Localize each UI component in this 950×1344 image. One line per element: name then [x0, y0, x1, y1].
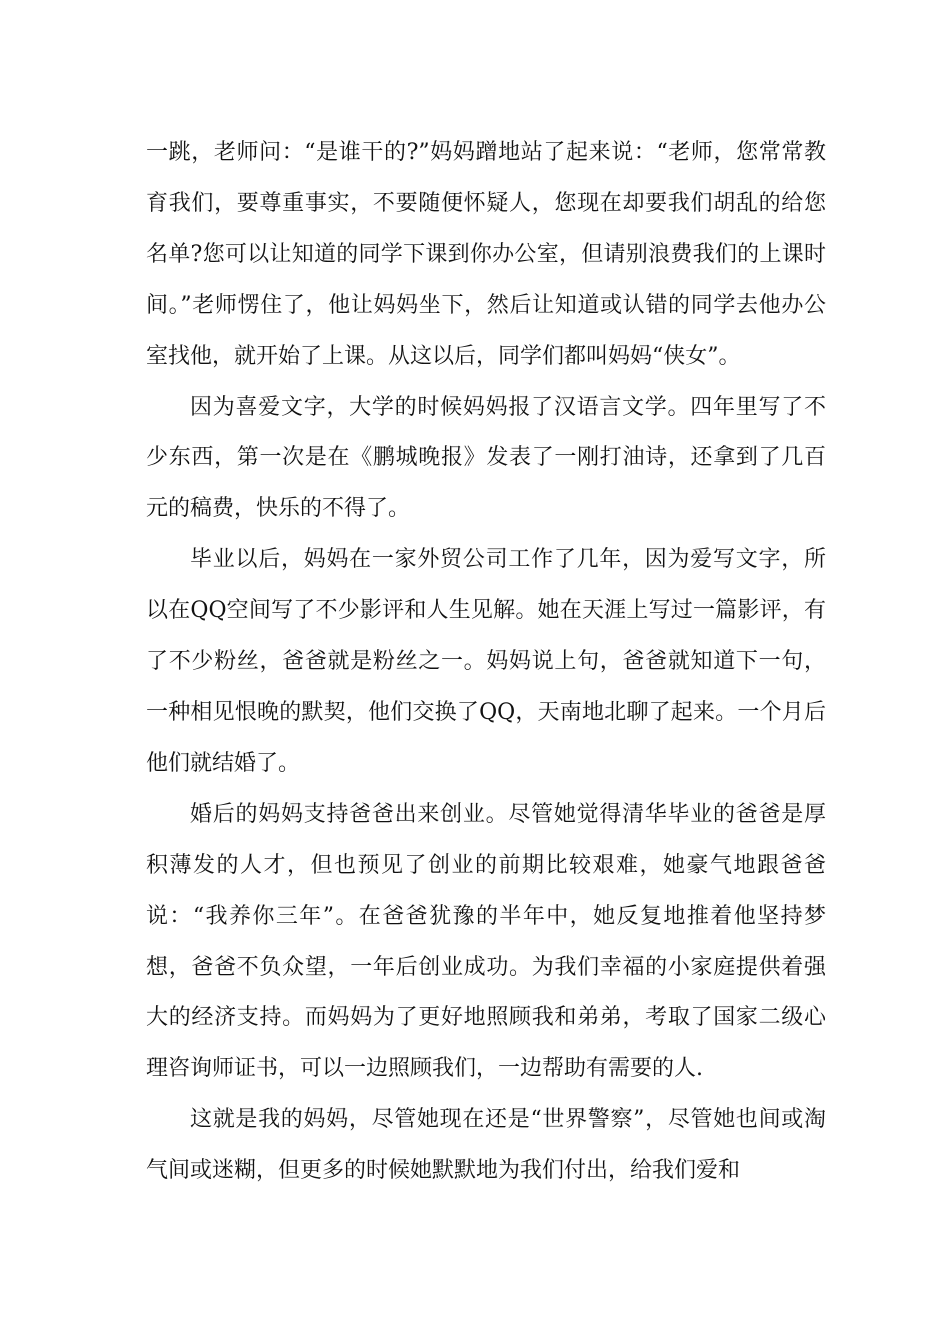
paragraph-2: 因为喜爱文字，大学的时候妈妈报了汉语言文学。四年里写了不少东西，第一次是在《鹏城晚报》发表了一刚打油诗，还拿到了几百元的稿费，快乐的不得了。 [146, 394, 826, 522]
paragraph-1: 一跳，老师问：“是谁干的?”妈妈蹭地站了起来说：“老师，您常常教育我们，要尊重事实，不要随便怀疑人，您现在却要我们胡乱的给您名单?您可以让知道的同学下课到你办公室，但请别浪费我们的上课时间。”老师愣住了，他让妈妈坐下，然后让知道或认错的同学去他办公室找他，就开始了上课。从这以后，同学们都叫妈妈“侠女”。 [146, 140, 826, 369]
body-text [146, 128, 826, 1197]
paragraph-4: 婚后的妈妈支持爸爸出来创业。尽管她觉得清华毕业的爸爸是厚积薄发的人才，但也预见了创业的前期比较艰难，她豪气地跟爸爸说：“我养你三年”。在爸爸犹豫的半年中，她反复地推着他坚持梦想，爸爸不负众望，一年后创业成功。为我们幸福的小家庭提供着强大的经济支持。而妈妈为了更好地照顾我和弟弟，考取了国家二级心理咨询师证书，可以一边照顾我们，一边帮助有需要的人. [146, 801, 826, 1082]
paragraph-3: 毕业以后，妈妈在一家外贸公司工作了几年，因为爱写文字，所以在QQ空间写了不少影评和人生见解。她在天涯上写过一篇影评，有了不少粉丝，爸爸就是粉丝之一。妈妈说上句，爸爸就知道下一句，一种相见恨晚的默契，他们交换了QQ，天南地北聊了起来。一个月后他们就结婚了。 [146, 547, 826, 776]
paragraph-5: 这就是我的妈妈，尽管她现在还是“世界警察”，尽管她也间或淘气间或迷糊，但更多的时候她默默地为我们付出，给我们爱和 [146, 1107, 826, 1184]
